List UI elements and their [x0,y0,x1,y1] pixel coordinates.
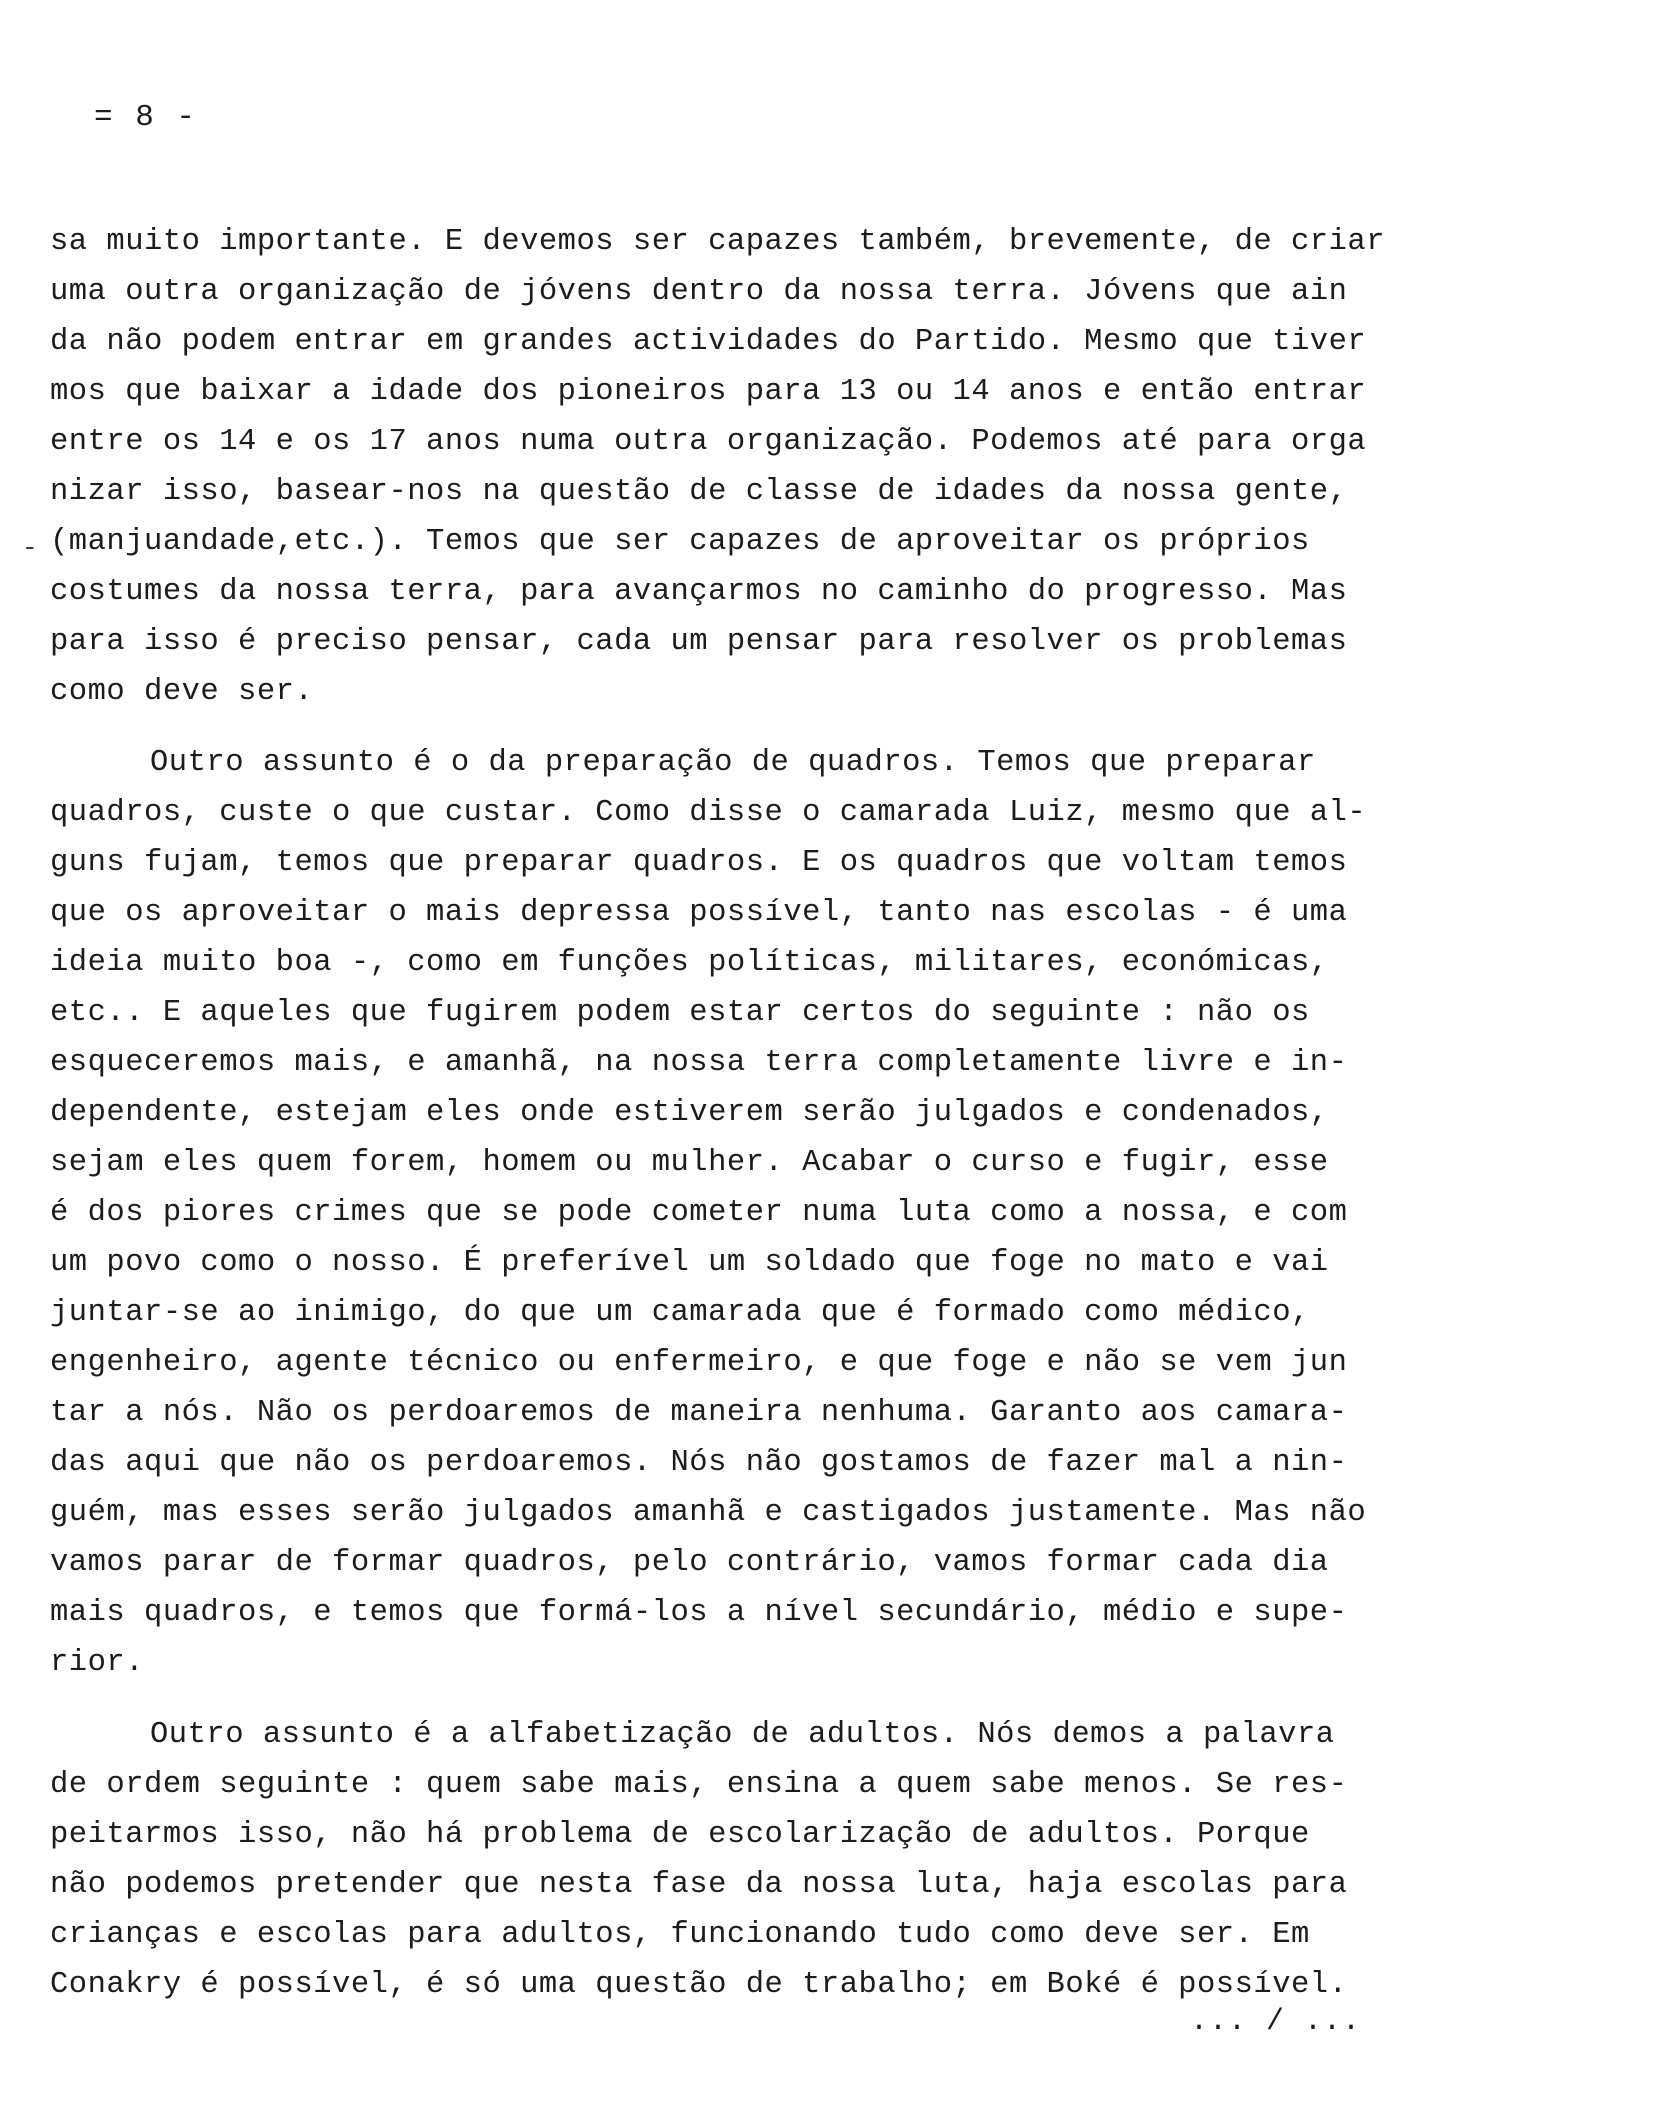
text-line: etc.. E aqueles que fugirem podem estar certos do seguinte : não os [50,996,1310,1030]
text-line: costumes da nossa terra, para avançarmos no caminho do progresso. Mas [50,575,1348,609]
text-line: Outro assunto é a alfabetização de adultos. Nós demos a palavra [150,1718,1335,1752]
paragraph-1 [50,217,1470,717]
text-line: nizar isso, basear-nos na questão de classe de idades da nossa gente, [50,475,1348,509]
text-line: Conakry é possível, é só uma questão de trabalho; em Boké é possível. [50,1968,1348,2002]
paragraph-3 [50,1710,1470,2010]
text-line: como deve ser. [50,675,314,709]
text-line: tar a nós. Não os perdoaremos de maneira nenhuma. Garanto aos camara- [50,1396,1348,1430]
text-line: mais quadros, e temos que formá-los a nível secundário, médio e supe- [50,1596,1348,1630]
text-line: dependente, estejam eles onde estiverem serão julgados e condenados, [50,1096,1329,1130]
text-line: juntar-se ao inimigo, do que um camarada que é formado como médico, [50,1296,1310,1330]
text-line: guns fujam, temos que preparar quadros. E os quadros que voltam temos [50,846,1348,880]
text-line: das aqui que não os perdoaremos. Nós não gostamos de fazer mal a nin- [50,1446,1348,1480]
text-line: rior. [50,1646,145,1680]
text-line: mos que baixar a idade dos pioneiros para 13 ou 14 anos e então entrar [50,375,1367,409]
text-line: uma outra organização de jóvens dentro da nossa terra. Jóvens que ain [50,275,1348,309]
text-line: peitarmos isso, não há problema de escolarização de adultos. Porque [50,1818,1310,1852]
text-line: vamos parar de formar quadros, pelo contrário, vamos formar cada dia [50,1546,1329,1580]
text-line: esqueceremos mais, e amanhã, na nossa terra completamente livre e in- [50,1046,1348,1080]
text-line: entre os 14 e os 17 anos numa outra organização. Podemos até para orga [50,425,1367,459]
text-line: engenheiro, agente técnico ou enfermeiro, e que foge e não se vem jun [50,1346,1348,1380]
text-line: um povo como o nosso. É preferível um soldado que foge no mato e vai [50,1246,1329,1280]
margin-dash-mark: - [22,533,38,563]
text-line: Outro assunto é o da preparação de quadros. Temos que preparar [150,746,1316,780]
text-line: sa muito importante. E devemos ser capazes também, brevemente, de criar [50,225,1386,259]
text-line: da não podem entrar em grandes actividades do Partido. Mesmo que tiver [50,325,1367,359]
text-line: para isso é preciso pensar, cada um pensar para resolver os problemas [50,625,1348,659]
text-line: quadros, custe o que custar. Como disse o camarada Luiz, mesmo que al- [50,796,1367,830]
paragraph-2 [50,738,1470,1688]
text-line: que os aproveitar o mais depressa possível, tanto nas escolas - é uma [50,896,1348,930]
text-line: de ordem seguinte : quem sabe mais, ensina a quem sabe menos. Se res- [50,1768,1348,1802]
text-line: sejam eles quem forem, homem ou mulher. Acabar o curso e fugir, esse [50,1146,1329,1180]
text-line: não podemos pretender que nesta fase da nossa luta, haja escolas para [50,1868,1348,1902]
text-line: crianças e escolas para adultos, funcionando tudo como deve ser. Em [50,1918,1310,1952]
continuation-marker: ... / ... [1190,2005,1362,2039]
text-line: guém, mas esses serão julgados amanhã e castigados justamente. Mas não [50,1496,1367,1530]
text-line: (manjuandade,etc.). Temos que ser capazes de aproveitar os próprios [50,525,1310,559]
text-line: é dos piores crimes que se pode cometer numa luta como a nossa, e com [50,1196,1348,1230]
text-line: ideia muito boa -, como em funções políticas, militares, económicas, [50,946,1329,980]
page-number: = 8 - [94,100,198,135]
